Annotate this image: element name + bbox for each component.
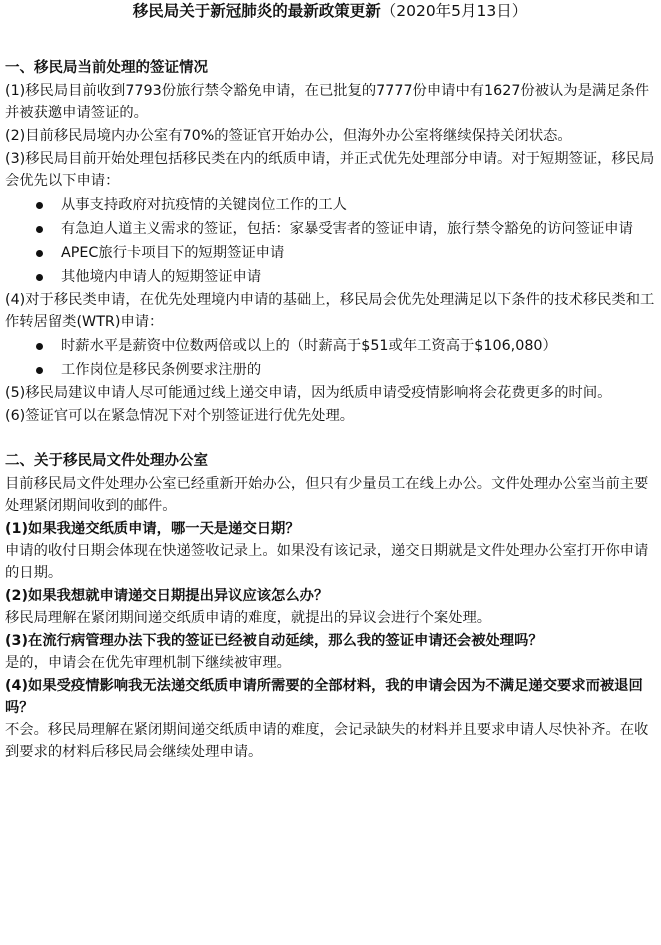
question-3: (3)在流行病管理办法下我的签证已经被自动延续，那么我的签证申请还会被处理吗？ [5, 633, 543, 649]
bullet-dot-icon [36, 250, 43, 257]
question-4: (4)如果受疫情影响我无法递交纸质申请所需要的全部材料，我的申请会因为不满足递交要求而被退回吗？ [5, 678, 643, 716]
title-date: （2020年5月13日） [380, 2, 528, 20]
list-item: 其他境内申请人的短期签证申请 [5, 266, 655, 288]
list-item: 工作岗位是移民条例要求注册的 [5, 359, 655, 381]
section1-paragraph-6: (6)签证官可以在紧急情况下对个别签证进行优先处理。 [5, 408, 355, 424]
answer-3: 是的，申请会在优先审理机制下继续被审理。 [5, 655, 291, 671]
question-1: (1)如果我递交纸质申请，哪一天是递交日期？ [5, 521, 300, 537]
section1-paragraph-1: (1)移民局目前收到7793份旅行禁令豁免申请，在已批复的7777份申请中有1627份被认为是满足条件并被获邀申请签证的。 [5, 83, 650, 121]
list-item: 时薪水平是薪资中位数两倍或以上的（时薪高于$51或年工资高于$106,080） [5, 335, 655, 357]
section1-paragraph-2: (2)目前移民局境内办公室有70%的签证官开始办公，但海外办公室将继续保持关闭状态。 [5, 128, 572, 144]
bullet-dot-icon [36, 274, 43, 281]
section1-heading: 一、移民局当前处理的签证情况 [5, 60, 208, 76]
list-item: APEC旅行卡项目下的短期签证申请 [5, 242, 655, 264]
list-item: 从事支持政府对抗疫情的关键岗位工作的工人 [5, 194, 655, 216]
section1-bullets-4 [5, 335, 655, 381]
question-2: (2)如果我想就申请递交日期提出异议应该怎么办？ [5, 588, 329, 604]
answer-2: 移民局理解在紧闭期间递交纸质申请的难度，就提出的异议会进行个案处理。 [5, 610, 492, 626]
section1-paragraph-4: (4)对于移民类申请，在优先处理境内申请的基础上，移民局会优先处理满足以下条件的技术移民类和工作转居留类(WTR)申请： [5, 292, 655, 330]
list-item: 有急迫人道主义需求的签证，包括：家暴受害者的签证申请，旅行禁令豁免的访问签证申请 [5, 218, 655, 240]
bullet-dot-icon [36, 367, 43, 374]
section2-intro: 目前移民局文件处理办公室已经重新开始办公，但只有少量员工在线上办公。文件处理办公室当前主要处理紧闭期间收到的邮件。 [5, 476, 649, 514]
answer-4: 不会。移民局理解在紧闭期间递交纸质申请的难度，会记录缺失的材料并且要求申请人尽快补齐。在收到要求的材料后移民局会继续处理申请。 [5, 722, 649, 760]
bullet-dot-icon [36, 202, 43, 209]
section2-heading: 二、关于移民局文件处理办公室 [5, 453, 208, 469]
bullet-dot-icon [36, 343, 43, 350]
answer-1: 申请的收付日期会体现在快递签收记录上。如果没有该记录，递交日期就是文件处理办公室打开你申请的日期。 [5, 543, 649, 581]
section1-bullets-3 [5, 194, 655, 288]
bullet-dot-icon [36, 226, 43, 233]
document-title [5, 0, 655, 22]
section1-paragraph-3: (3)移民局目前开始处理包括移民类在内的纸质申请，并正式优先处理部分申请。对于短期签证，移民局会优先以下申请： [5, 151, 655, 189]
section1-paragraph-5: (5)移民局建议申请人尽可能通过线上递交申请，因为纸质申请受疫情影响将会花费更多的时间。 [5, 385, 612, 401]
title-text: 移民局关于新冠肺炎的最新政策更新 [132, 2, 381, 20]
